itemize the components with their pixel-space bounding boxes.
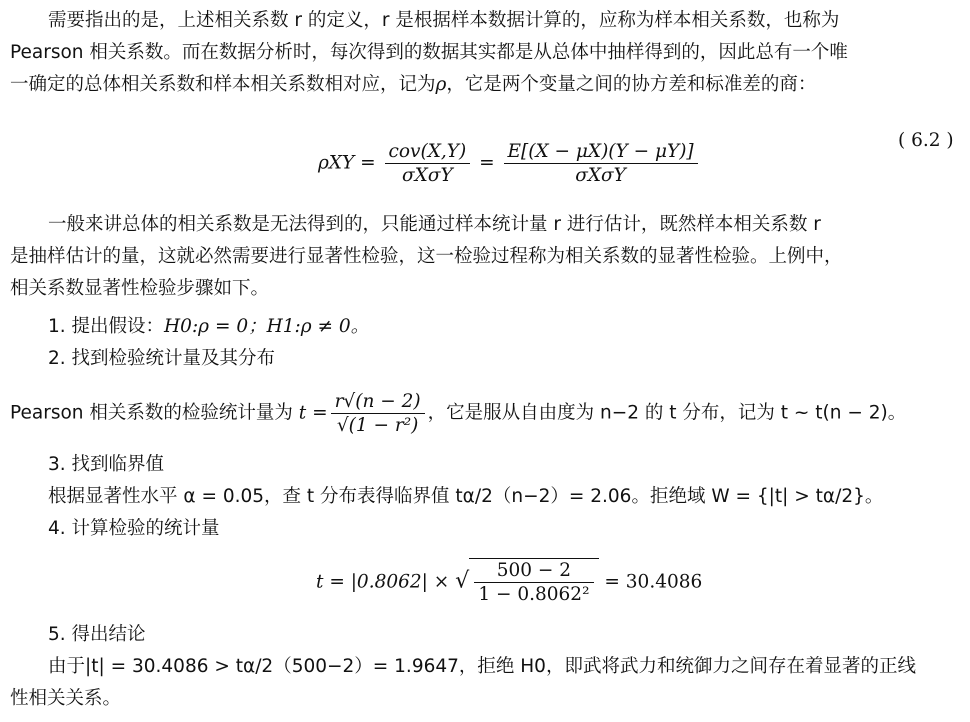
- step5-line1: 由于|t| = 30.4086 > tα/2（500−2）= 1.9647，拒绝 H0，即武将武力和统御力之间存在着显著的正线: [48, 656, 916, 677]
- eq-lhs: ρXY =: [318, 152, 376, 174]
- step1: [48, 312, 369, 342]
- para1-line3-tail: ，它是两个变量之间的协方差和标准差的商：: [446, 74, 817, 95]
- step2-numerator: r√(n − 2): [331, 390, 425, 414]
- eq-frac1-denominator: σXσY: [402, 165, 453, 187]
- step2-label: 2. 找到检验统计量及其分布: [48, 348, 276, 369]
- para1-line3-text: 一确定的总体相关系数和样本相关系数相对应，记为: [10, 74, 436, 95]
- para2-line2: 是抽样估计的量，这就必然需要进行显著性检验，这一检验过程称为相关系数的显著性检验。上例中，: [10, 246, 843, 267]
- sqrt-sign-icon: √: [455, 567, 470, 594]
- step5-label: 5. 得出结论: [48, 624, 146, 645]
- eq-frac2-numerator: E[(X − μX)(Y − μY)]: [504, 140, 698, 164]
- step4-label: 4. 计算检验的统计量: [48, 518, 220, 539]
- step2-text-a: Pearson 相关系数的检验统计量为: [10, 402, 299, 424]
- step4-fraction: [474, 559, 593, 606]
- step2-fraction: [331, 390, 425, 437]
- step2-t-eq: t =: [298, 402, 328, 424]
- para2-line1: 一般来讲总体的相关系数是无法得到的，只能通过样本统计量 r 进行估计，既然样本相关系数 r: [48, 214, 821, 235]
- para1-line3: [10, 70, 816, 100]
- step4-lhs: t = |0.8062| ×: [316, 571, 450, 593]
- step2-statistic: [10, 390, 906, 437]
- step3-label: 3. 找到临界值: [48, 454, 165, 475]
- para1-line2: Pearson 相关系数。而在数据分析时，每次得到的数据其实都是从总体中抽样得到的，因此总有一个唯: [10, 42, 848, 63]
- rho-symbol: ρ: [435, 74, 447, 95]
- step5-line2: 性相关关系。: [10, 688, 122, 709]
- equation-6-2: [318, 140, 701, 187]
- step4-numerator: 500 − 2: [474, 559, 593, 583]
- eq-fraction-1: [385, 140, 471, 187]
- para1-line1: 需要指出的是，上述相关系数 r 的定义，r 是根据样本数据计算的，应称为样本相关系数，也称为: [48, 10, 840, 31]
- equation-number: ( 6.2 ): [898, 130, 954, 151]
- eq-frac2-denominator: σXσY: [575, 165, 626, 187]
- step1-hypothesis: H0:ρ = 0；H1:ρ ≠ 0。: [164, 316, 370, 337]
- step4-denominator: 1 − 0.8062²: [478, 584, 590, 606]
- para2-line3: 相关系数显著性检验步骤如下。: [10, 278, 270, 299]
- step4-formula: [316, 558, 702, 606]
- step4-result: = 30.4086: [604, 571, 703, 593]
- eq-fraction-2: [504, 140, 698, 187]
- step2-denominator: √(1 − r²): [336, 415, 419, 437]
- step2-text-b: ，它是服从自由度为 n−2 的 t 分布，记为 t ~ t(n − 2)。: [427, 402, 907, 424]
- eq-frac1-numerator: cov(X,Y): [385, 140, 471, 164]
- step1-label: 1. 提出假设：: [48, 316, 165, 337]
- step4-radical: [469, 558, 598, 606]
- eq-equals: =: [479, 152, 495, 174]
- step3-text: 根据显著性水平 α = 0.05，查 t 分布表得临界值 tα/2（n−2）= 2.06。拒绝域 W = {|t| > tα/2}。: [48, 486, 884, 507]
